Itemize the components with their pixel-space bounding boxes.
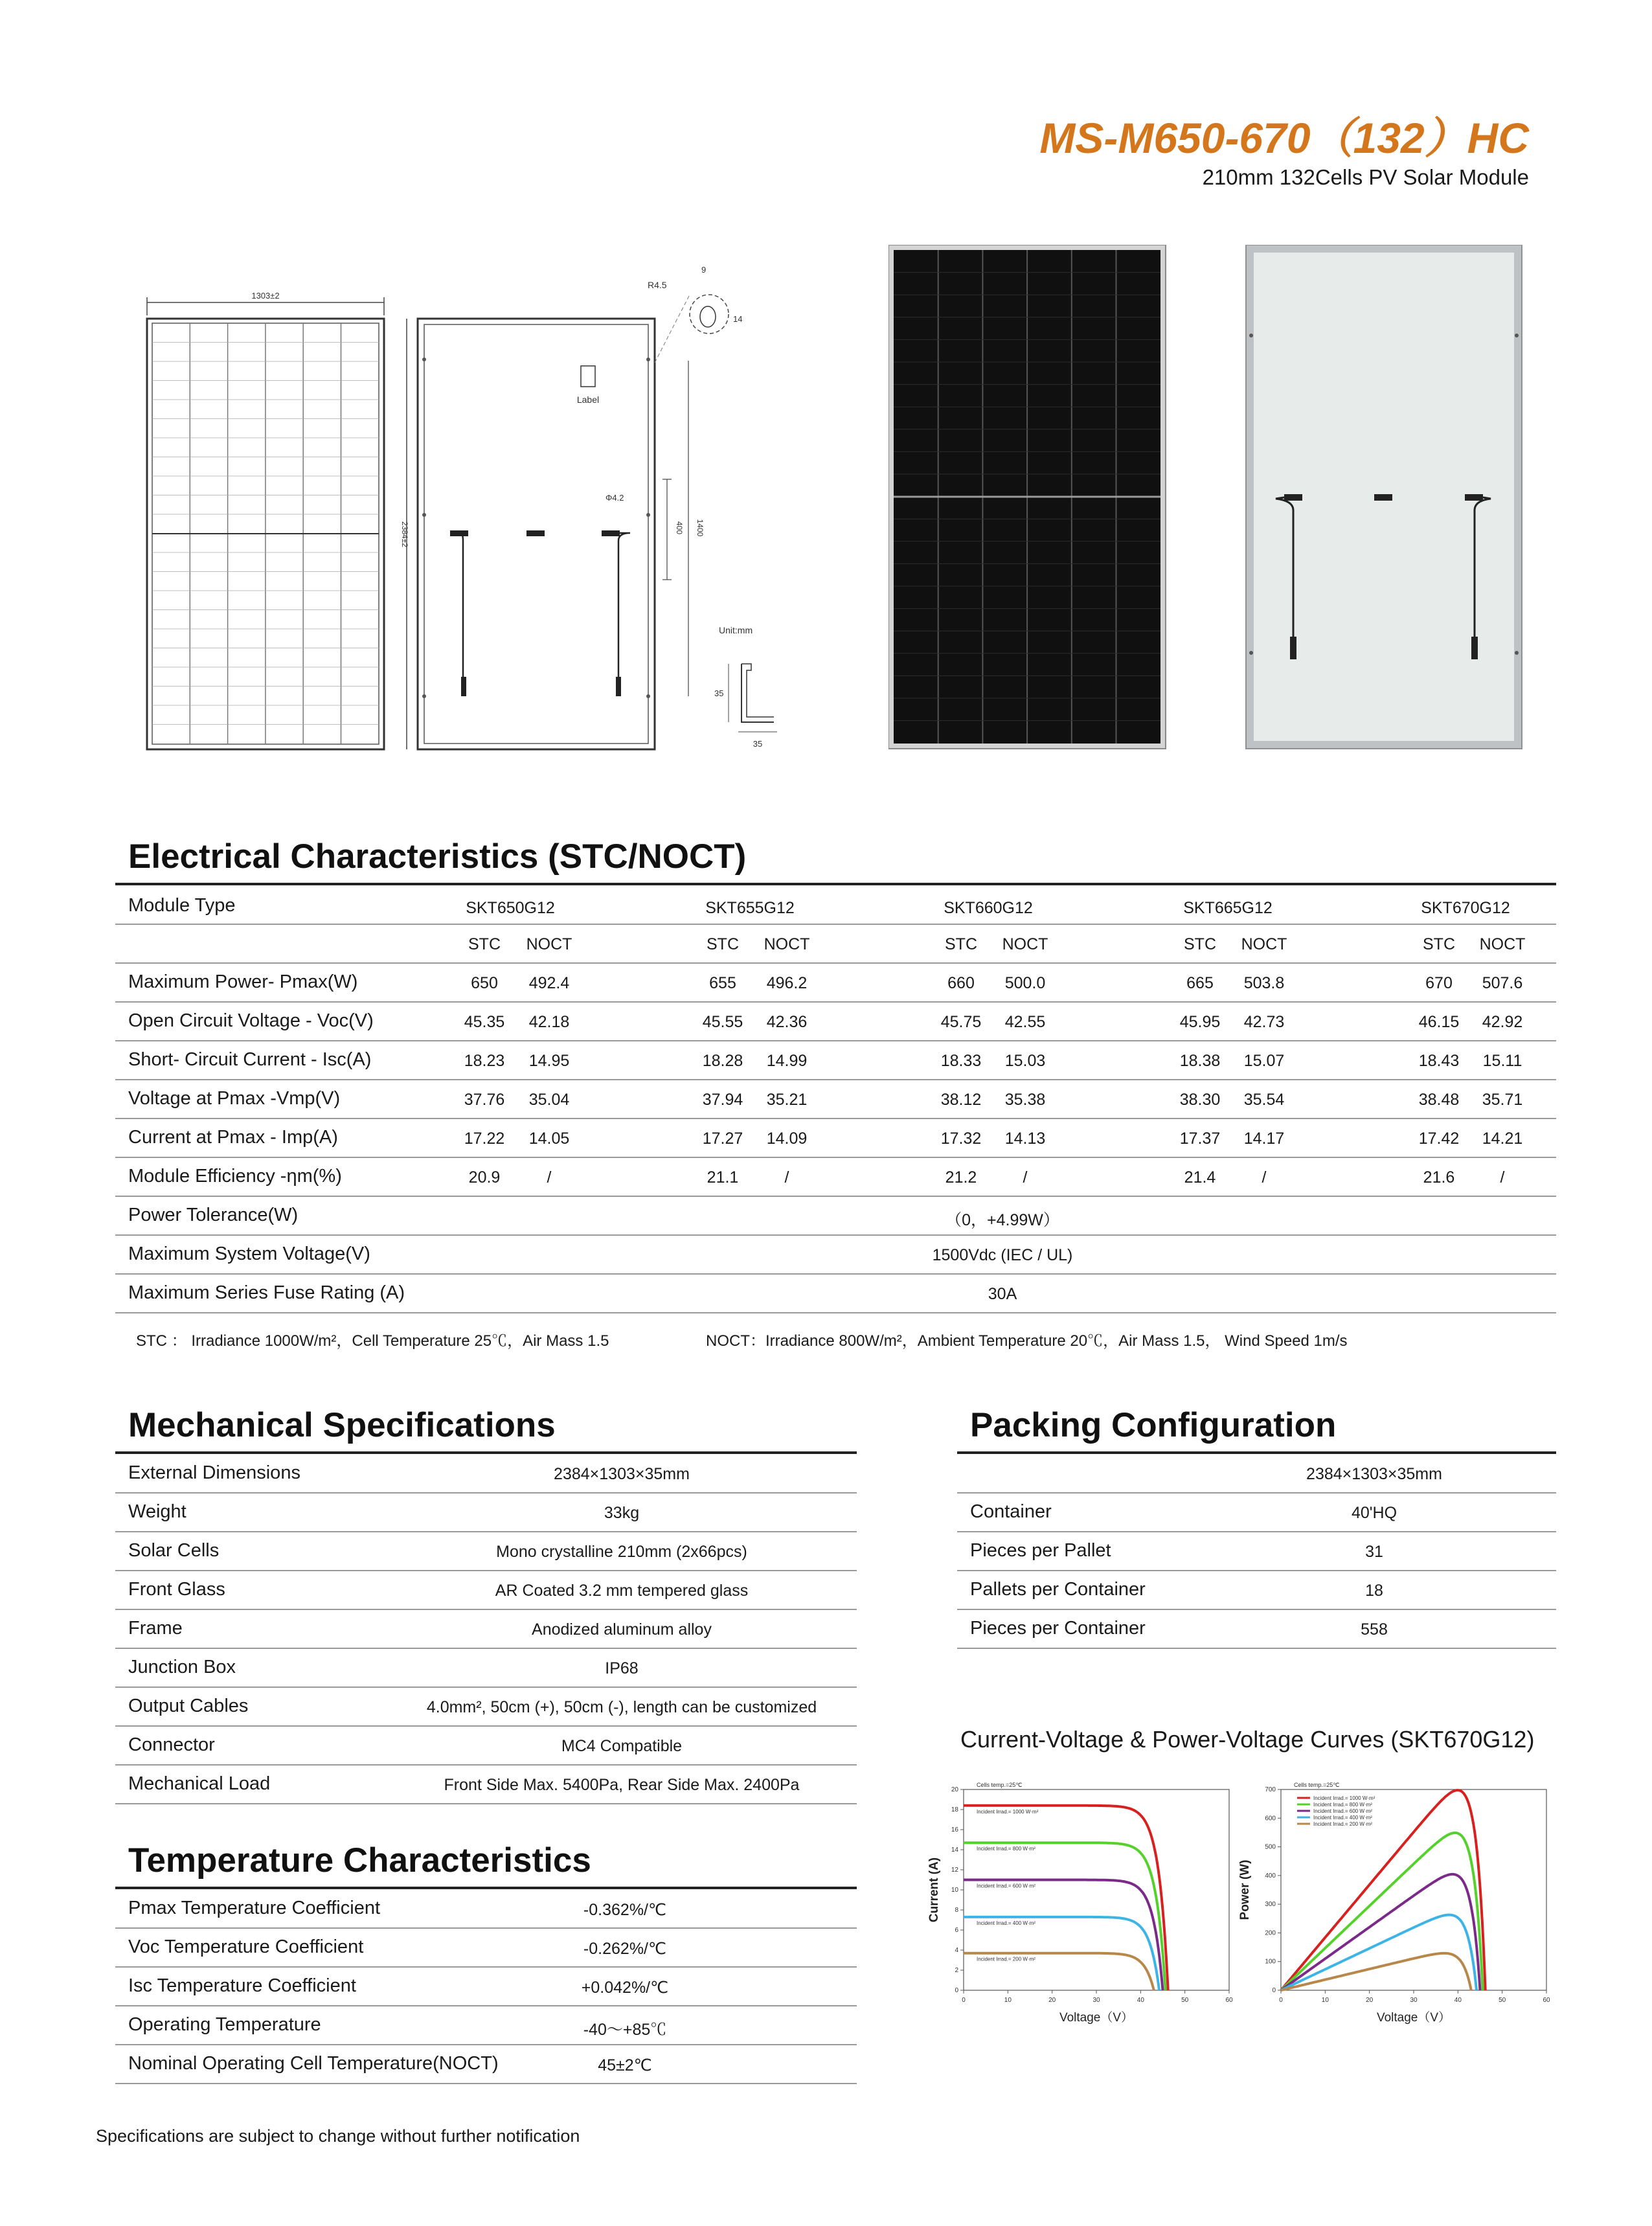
x-tick-label: 60 (1543, 1997, 1550, 2004)
temperature-value: 45±2℃ (598, 2056, 652, 2074)
noct-value: 35.38 (1004, 1091, 1046, 1109)
front-panel-image (888, 245, 1166, 749)
module-type-label: Module Type (128, 895, 236, 916)
mechanical-value: AR Coated 3.2 mm tempered glass (495, 1582, 749, 1600)
x-tick-label: 60 (1225, 1997, 1233, 2004)
noct-value: 14.09 (766, 1130, 808, 1148)
packing-value: 31 (1365, 1543, 1383, 1561)
front-width-label: 1303±2 (251, 291, 280, 301)
mechanical-value: Anodized aluminum alloy (532, 1620, 712, 1639)
model-name: SKT665G12 (1183, 899, 1273, 917)
stc-header: STC (1423, 935, 1455, 953)
stc-header: STC (945, 935, 977, 953)
stc-value: 45.55 (702, 1013, 743, 1031)
packing-dimensions: 2384×1303×35mm (1306, 1465, 1442, 1483)
packing-value: 558 (1361, 1620, 1388, 1639)
y-tick-label: 10 (951, 1887, 958, 1894)
noct-value: 14.13 (1004, 1130, 1046, 1148)
temperature-heading: Temperature Characteristics (128, 1841, 591, 1880)
noct-header: NOCT (1002, 935, 1048, 953)
table-row (115, 1196, 1556, 1236)
stc-value: 21.6 (1423, 1168, 1455, 1187)
dim-14: 14 (733, 314, 743, 324)
x-axis-label: Voltage（V） (1059, 2011, 1134, 2025)
length-label: 2384±2 (400, 521, 409, 547)
noct-value: 492.4 (528, 974, 570, 992)
stc-value: 17.22 (464, 1130, 505, 1148)
noct-value: 14.17 (1243, 1130, 1285, 1148)
noct-value: 15.07 (1243, 1052, 1285, 1070)
y-tick-label: 400 (1265, 1872, 1276, 1880)
x-tick-label: 0 (962, 1997, 966, 2004)
stc-value: 655 (709, 974, 736, 992)
stc-note: STC ： Irradiance 1000W/m²，Cell Temperature 25℃，Air Mass 1.5 (136, 1332, 609, 1350)
param-label: Power Tolerance(W) (128, 1205, 299, 1225)
stc-value: 46.15 (1418, 1013, 1460, 1031)
stc-value: 650 (471, 974, 498, 992)
legend-label: Incident Irrad.= 400 W·m² (1313, 1815, 1372, 1821)
temperature-label: Operating Temperature (128, 2014, 321, 2035)
noct-value: 14.99 (766, 1052, 808, 1070)
noct-value: 15.11 (1482, 1052, 1522, 1070)
dim-9: 9 (701, 265, 707, 275)
x-tick-label: 40 (1454, 1997, 1462, 2004)
mechanical-value: 4.0mm², 50cm (+), 50cm (-), length can be customized (426, 1698, 817, 1716)
mechanical-label: Mechanical Load (128, 1773, 271, 1794)
noct-value: 42.36 (766, 1013, 808, 1031)
legend-label: Incident Irrad.= 1000 W·m² (1313, 1795, 1375, 1801)
x-tick-label: 30 (1092, 1997, 1100, 2004)
noct-value: 35.04 (528, 1091, 570, 1109)
stc-value: 660 (947, 974, 975, 992)
x-tick-label: 50 (1181, 1997, 1189, 2004)
model-name: SKT655G12 (705, 899, 795, 917)
temperature-label: Nominal Operating Cell Temperature(NOCT) (128, 2053, 499, 2074)
product-subtitle: 210mm 132Cells PV Solar Module (1202, 165, 1529, 189)
y-axis-label: Power (W) (1238, 1859, 1252, 1920)
stc-value: 670 (1425, 974, 1453, 992)
series-label: Incident Irrad.= 800 W·m² (977, 1846, 1035, 1852)
legend-label: Incident Irrad.= 600 W·m² (1313, 1808, 1372, 1814)
back-panel-image (1246, 245, 1522, 749)
noct-value: 500.0 (1004, 974, 1046, 992)
dim-400: 400 (675, 521, 684, 535)
y-tick-label: 18 (951, 1806, 958, 1813)
chart-annotation: Cells temp.=25℃ (1294, 1782, 1340, 1788)
noct-value: 42.92 (1482, 1013, 1523, 1031)
temperature-value: -40～+85℃ (583, 2021, 667, 2039)
stc-value: 20.9 (468, 1168, 501, 1187)
temperature-value: -0.362%/℃ (583, 1901, 667, 1919)
dim-1400: 1400 (696, 519, 705, 537)
iv-curve-chart (926, 1778, 1243, 2050)
stc-value: 18.28 (702, 1052, 743, 1070)
mechanical-label: Junction Box (128, 1657, 236, 1677)
y-tick-label: 8 (955, 1907, 958, 1914)
product-title: MS-M650-670（132）HC (1039, 114, 1529, 162)
param-label: Current at Pmax - Imp(A) (128, 1127, 338, 1148)
front-view-drawing (147, 291, 384, 749)
x-tick-label: 0 (1279, 1997, 1283, 2004)
stc-value: 45.35 (464, 1013, 505, 1031)
stc-value: 18.23 (464, 1052, 505, 1070)
legend-label: Incident Irrad.= 200 W·m² (1313, 1821, 1372, 1827)
curves-heading: Current-Voltage & Power-Voltage Curves (SKT670G12) (960, 1726, 1535, 1753)
series-label: Incident Irrad.= 1000 W·m² (977, 1808, 1039, 1815)
y-tick-label: 4 (955, 1947, 958, 1954)
mechanical-label: Weight (128, 1501, 187, 1522)
mechanical-label: Output Cables (128, 1696, 249, 1716)
electrical-heading: Electrical Characteristics (STC/NOCT) (128, 837, 747, 876)
y-tick-label: 300 (1265, 1901, 1276, 1909)
stc-value: 37.76 (464, 1091, 505, 1109)
mechanical-label: Frame (128, 1618, 183, 1639)
noct-value: / (784, 1168, 789, 1187)
mechanical-value: 2384×1303×35mm (554, 1465, 690, 1483)
mechanical-value: Mono crystalline 210mm (2x66pcs) (496, 1543, 747, 1561)
param-value: 1500Vdc (IEC / UL) (932, 1246, 1073, 1264)
y-tick-label: 2 (955, 1967, 958, 1974)
table-row (115, 924, 1556, 964)
y-tick-label: 700 (1265, 1786, 1276, 1793)
y-tick-label: 0 (1272, 1987, 1276, 1994)
noct-value: 503.8 (1243, 974, 1285, 992)
panel-images (888, 245, 1536, 750)
stc-value: 18.33 (940, 1052, 982, 1070)
series-label: Incident Irrad.= 600 W·m² (977, 1883, 1035, 1889)
y-tick-label: 12 (951, 1867, 958, 1874)
x-axis-label: Voltage（V） (1376, 2011, 1451, 2025)
stc-value: 21.1 (707, 1168, 739, 1187)
table-row (115, 885, 1556, 925)
table-row (957, 1453, 1556, 1493)
mechanical-value: MC4 Compatible (561, 1737, 683, 1755)
packing-value: 40'HQ (1351, 1504, 1397, 1522)
noct-value: 35.21 (766, 1091, 808, 1109)
y-tick-label: 14 (951, 1846, 958, 1854)
y-tick-label: 500 (1265, 1843, 1276, 1851)
hole-label: Φ4.2 (605, 493, 624, 503)
noct-value: 42.55 (1004, 1013, 1046, 1031)
temperature-label: Isc Temperature Coefficient (128, 1975, 356, 1996)
label-text: Label (576, 394, 600, 405)
mechanical-value: Front Side Max. 5400Pa, Rear Side Max. 2400Pa (444, 1776, 800, 1794)
noct-value: / (547, 1168, 552, 1187)
packing-label: Pieces per Pallet (970, 1540, 1111, 1561)
mechanical-label: External Dimensions (128, 1462, 300, 1483)
frame-height-label: 35 (714, 688, 724, 698)
stc-value: 665 (1186, 974, 1214, 992)
x-tick-label: 20 (1048, 1997, 1056, 2004)
stc-header: STC (1184, 935, 1216, 953)
stc-header: STC (468, 935, 501, 953)
param-label: Maximum Series Fuse Rating (A) (128, 1282, 405, 1303)
series-label: Incident Irrad.= 400 W·m² (977, 1920, 1035, 1926)
noct-value: 35.71 (1482, 1091, 1523, 1109)
stc-value: 17.27 (702, 1130, 743, 1148)
noct-note: NOCT：Irradiance 800W/m²，Ambient Temperature 20℃，Air Mass 1.5， Wind Speed 1m/s (706, 1332, 1348, 1350)
packing-label: Pieces per Container (970, 1618, 1146, 1639)
stc-value: 18.38 (1179, 1052, 1221, 1070)
table-row (115, 1609, 857, 1649)
noct-value: 35.54 (1243, 1091, 1285, 1109)
noct-header: NOCT (526, 935, 572, 953)
mechanical-label: Connector (128, 1734, 215, 1755)
y-tick-label: 20 (951, 1786, 958, 1793)
temperature-label: Pmax Temperature Coefficient (128, 1898, 381, 1918)
param-label: Voltage at Pmax -Vmp(V) (128, 1088, 341, 1109)
x-tick-label: 10 (1321, 1997, 1329, 2004)
noct-header: NOCT (1479, 935, 1526, 953)
param-value: （0，+4.99W） (945, 1211, 1059, 1229)
noct-value: / (1262, 1168, 1267, 1187)
noct-value: 507.6 (1482, 974, 1523, 992)
x-tick-label: 10 (1004, 1997, 1012, 2004)
x-tick-label: 40 (1137, 1997, 1144, 2004)
footer-note: Specifications are subject to change without further notification (96, 2126, 580, 2146)
pv-curve-chart (1237, 1778, 1561, 2050)
mechanical-value: 33kg (604, 1504, 640, 1522)
temperature-value: +0.042%/℃ (581, 1979, 669, 1997)
noct-header: NOCT (1241, 935, 1287, 953)
stc-value: 38.12 (940, 1091, 982, 1109)
stc-value: 21.4 (1184, 1168, 1216, 1187)
param-label: Module Efficiency -ηm(%) (128, 1166, 342, 1187)
model-name: SKT670G12 (1421, 899, 1510, 917)
param-label: Open Circuit Voltage - Voc(V) (128, 1010, 374, 1031)
technical-drawings (139, 256, 829, 767)
stc-value: 38.48 (1418, 1091, 1460, 1109)
packing-heading: Packing Configuration (970, 1406, 1337, 1444)
noct-value: 14.95 (528, 1052, 570, 1070)
y-tick-label: 6 (955, 1927, 958, 1934)
packing-label: Container (970, 1501, 1052, 1522)
x-tick-label: 50 (1499, 1997, 1506, 2004)
param-label: Short- Circuit Current - Isc(A) (128, 1049, 372, 1070)
param-label: Maximum Power- Pmax(W) (128, 971, 358, 992)
mechanical-label: Front Glass (128, 1579, 225, 1600)
temperature-value: -0.262%/℃ (583, 1940, 667, 1958)
noct-value: 496.2 (766, 974, 808, 992)
y-tick-label: 0 (955, 1987, 958, 1994)
chart-annotation: Cells temp.=25℃ (977, 1782, 1023, 1788)
y-axis-label: Current (A) (927, 1857, 941, 1923)
param-label: Maximum System Voltage(V) (128, 1244, 370, 1264)
stc-value: 17.37 (1179, 1130, 1221, 1148)
x-tick-label: 30 (1410, 1997, 1418, 2004)
stc-value: 17.32 (940, 1130, 982, 1148)
noct-value: / (1023, 1168, 1028, 1187)
noct-value: 42.18 (528, 1013, 570, 1031)
radius-label: R4.5 (648, 280, 667, 290)
y-tick-label: 16 (951, 1826, 958, 1834)
temperature-label: Voc Temperature Coefficient (128, 1936, 364, 1957)
noct-value: 15.03 (1004, 1052, 1046, 1070)
back-view-drawing (400, 265, 777, 749)
stc-value: 38.30 (1179, 1091, 1221, 1109)
mechanical-value: IP68 (605, 1659, 639, 1677)
mechanical-label: Solar Cells (128, 1540, 220, 1561)
y-tick-label: 100 (1265, 1958, 1276, 1966)
stc-value: 18.43 (1418, 1052, 1460, 1070)
stc-value: 45.95 (1179, 1013, 1221, 1031)
noct-value: / (1500, 1168, 1505, 1187)
stc-value: 21.2 (945, 1168, 977, 1187)
stc-value: 45.75 (940, 1013, 982, 1031)
noct-value: 42.73 (1243, 1013, 1285, 1031)
legend-label: Incident Irrad.= 800 W·m² (1313, 1802, 1372, 1808)
unit-label: Unit:mm (719, 625, 753, 635)
table-row (115, 1492, 857, 1532)
stc-value: 17.42 (1418, 1130, 1460, 1148)
model-name: SKT650G12 (466, 899, 555, 917)
frame-width-label: 35 (752, 739, 763, 749)
noct-value: 14.21 (1482, 1130, 1523, 1148)
param-value: 30A (988, 1285, 1017, 1303)
packing-value: 18 (1365, 1582, 1383, 1600)
x-tick-label: 20 (1366, 1997, 1374, 2004)
y-tick-label: 200 (1265, 1929, 1276, 1937)
mechanical-heading: Mechanical Specifications (128, 1406, 556, 1444)
series-label: Incident Irrad.= 200 W·m² (977, 1956, 1035, 1962)
packing-label: Pallets per Container (970, 1579, 1146, 1600)
stc-value: 37.94 (702, 1091, 743, 1109)
noct-header: NOCT (764, 935, 810, 953)
stc-header: STC (707, 935, 739, 953)
y-tick-label: 600 (1265, 1815, 1276, 1823)
noct-value: 14.05 (528, 1130, 570, 1148)
model-name: SKT660G12 (944, 899, 1033, 917)
table-row (115, 1725, 857, 1766)
